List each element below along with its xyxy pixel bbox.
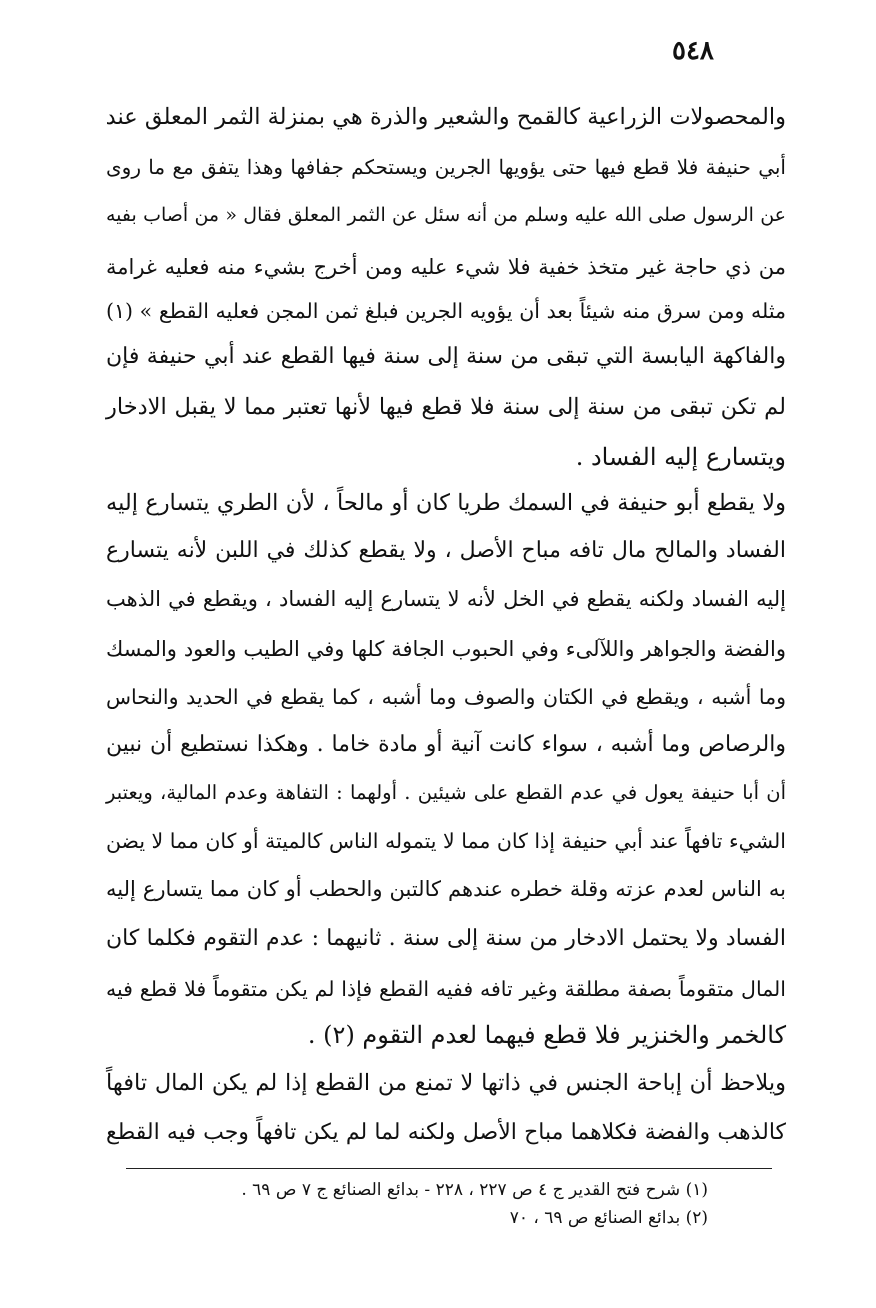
text-line: لم تكن تبقى من سنة إلى سنة فلا قطع فيها لأنها تعتبر مما لا يقبل الادخار xyxy=(106,394,786,420)
footnote: (١) شرح فتح القدير ج ٤ ص ٢٢٧ ، ٢٢٨ - بدائع الصنائع ج ٧ ص ٦٩ . xyxy=(241,1180,708,1200)
text-line: ويتسارع إليه الفساد . xyxy=(575,443,786,471)
text-line: أبي حنيفة فلا قطع فيها حتى يؤويها الجرين ويستحكم جفافها وهذا يتفق مع ما روى xyxy=(106,155,786,179)
text-line: والفاكهة اليابسة التي تبقى من سنة إلى سنة فيها القطع عند أبي حنيفة فإن xyxy=(106,344,786,369)
text-line: الشيء تافهاً عند أبي حنيفة إذا كان مما لا يتموله الناس كالميتة أو كان مما لا يضن xyxy=(105,829,786,853)
text-line: وما أشبه ، ويقطع في الكتان والصوف وما أشبه ، كما يقطع في الحديد والنحاس xyxy=(106,685,786,709)
text-line: به الناس لعدم عزته وقلة خطره عندهم كالتبن والحطب أو كان مما يتسارع إليه xyxy=(106,877,786,901)
text-line: أن أبا حنيفة يعول في عدم القطع على شيئين . أولهما : التفاهة وعدم المالية، ويعتبر xyxy=(106,781,786,804)
page-number: ٥٤٨ xyxy=(672,36,714,66)
text-line: والمحصولات الزراعية كالقمح والشعير والذرة هي بمنزلة الثمر المعلق عند xyxy=(105,104,786,130)
footnote: (٢) بدائع الصنائع ص ٦٩ ، ٧٠ xyxy=(509,1208,708,1228)
text-line: والفضة والجواهر واللآلىء وفي الحبوب الجافة كلها وفي الطيب والعود والمسك xyxy=(106,637,786,661)
text-line: إليه الفساد ولكنه يقطع في الخل لأنه لا يتسارع إليه الفساد ، ويقطع في الذهب xyxy=(106,587,786,611)
text-line: المال متقوماً بصفة مطلقة وغير تافه ففيه القطع فإذا لم يكن متقوماً فلا قطع فيه xyxy=(106,977,786,1001)
text-line: مثله ومن سرق منه شيئاً بعد أن يؤويه الجرين فبلغ ثمن المجن فعليه القطع » (١) xyxy=(106,299,786,323)
footnote-divider xyxy=(126,1168,772,1169)
text-line: الفساد ولا يحتمل الادخار من سنة إلى سنة . ثانيهما : عدم التقوم فكلما كان xyxy=(106,926,786,951)
text-line: الفساد والمالح مال تافه مباح الأصل ، ولا يقطع كذلك في اللبن لأنه يتسارع xyxy=(106,538,786,563)
text-line: والرصاص وما أشبه ، سواء كانت آنية أو مادة خاما . وهكذا نستطيع أن نبين xyxy=(106,732,786,757)
text-line: كالذهب والفضة فكلاهما مباح الأصل ولكنه لما لم يكن تافهاً وجب فيه القطع xyxy=(106,1120,786,1145)
text-line: كالخمر والخنزير فلا قطع فيهما لعدم التقوم (٢) . xyxy=(307,1021,786,1049)
text-line: ولا يقطع أبو حنيفة في السمك طريا كان أو مالحاً ، لأن الطري يتسارع إليه xyxy=(106,490,786,516)
text-line: عن الرسول صلى الله عليه وسلم من أنه سئل عن الثمر المعلق فقال « من أصاب بفيه xyxy=(106,204,786,226)
text-line: من ذي حاجة غير متخذ خفية فلا شيء عليه ومن أخرج بشيء منه فعليه غرامة xyxy=(106,255,786,279)
text-line: ويلاحظ أن إباحة الجنس في ذاتها لا تمنع من القطع إذا لم يكن المال تافهاً xyxy=(106,1070,786,1096)
